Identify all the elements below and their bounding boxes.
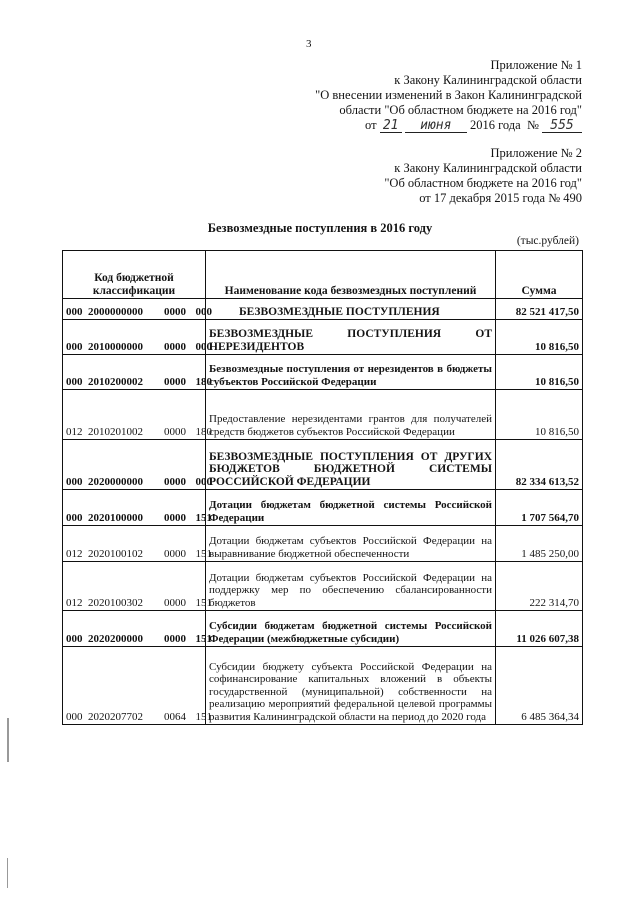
code-part-c3: 0000 <box>164 475 186 488</box>
row-code-cell <box>63 562 212 611</box>
row-code-cell <box>63 320 212 355</box>
code-part-c2: 2010201002 <box>88 425 143 438</box>
header-name: Наименование кода безвозмездных поступлений <box>206 251 496 299</box>
annex-2-line4: от 17 декабря 2015 года № 490 <box>419 191 582 205</box>
row-sum-cell: 1 707 564,70 <box>496 490 583 526</box>
row-code-cell <box>63 611 212 647</box>
row-sum-cell: 1 485 250,00 <box>496 526 583 562</box>
table-row <box>63 562 583 611</box>
row-code-cell <box>63 440 212 490</box>
code-part-c3: 0000 <box>164 305 186 318</box>
code-part-c1: 000 <box>66 305 83 318</box>
budget-table <box>62 250 583 725</box>
code-part-c3: 0000 <box>164 375 186 388</box>
code-part-c4: 000 <box>195 305 212 318</box>
annex-1-date-line <box>315 118 582 133</box>
table-row <box>63 355 583 390</box>
code-part-c3: 0000 <box>164 340 186 353</box>
row-code-cell <box>63 390 212 440</box>
code-part-c4: 151 <box>195 596 212 609</box>
annex-1-day: 21 <box>380 119 402 133</box>
row-sum-cell: 82 334 613,52 <box>496 440 583 490</box>
page-number: 3 <box>306 38 312 50</box>
row-sum-cell: 222 314,70 <box>496 562 583 611</box>
row-sum-cell: 82 521 417,50 <box>496 299 583 320</box>
units-label: (тыс.рублей) <box>516 235 579 247</box>
annex-2-line3: "Об областном бюджете на 2016 год" <box>384 176 582 190</box>
code-part-c2: 2020100102 <box>88 547 143 560</box>
code-part-c3: 0000 <box>164 632 186 645</box>
annex-1-line4: области "Об областном бюджете на 2016 год" <box>339 103 582 117</box>
annex-1-month: июня <box>405 119 467 133</box>
row-name-cell: Субсидии бюджетам бюджетной системы Российской Федерации (межбюджетные субсидии) <box>206 611 496 647</box>
annex-1-year: 2016 года <box>469 118 521 132</box>
row-sum-cell: 10 816,50 <box>496 390 583 440</box>
code-part-c3: 0000 <box>164 425 186 438</box>
annex-2-title: Приложение № 2 <box>490 146 582 160</box>
row-name-cell: БЕЗВОЗМЕЗДНЫЕ ПОСТУПЛЕНИЯ ОТ НЕРЕЗИДЕНТОВ <box>206 320 496 355</box>
code-part-c2: 2020100000 <box>88 511 143 524</box>
row-name-cell: БЕЗВОЗМЕЗДНЫЕ ПОСТУПЛЕНИЯ <box>206 299 496 320</box>
row-name-cell: Субсидии бюджету субъекта Российской Федерации на софинансирование капитальных вложений в объекты государственной (муниципальной) собственности на реализацию мероприятий федеральной целевой программы развития Калининградской области на период до 2020 года <box>206 647 496 725</box>
code-part-c3: 0000 <box>164 547 186 560</box>
annex-2-block <box>384 146 582 206</box>
header-code: Код бюджетной классификации <box>63 251 206 299</box>
annex-1-block <box>315 58 582 133</box>
row-sum-cell: 10 816,50 <box>496 355 583 390</box>
code-part-c3: 0064 <box>164 710 186 723</box>
row-code-cell <box>63 647 212 725</box>
row-sum-cell: 10 816,50 <box>496 320 583 355</box>
row-name-cell: БЕЗВОЗМЕЗДНЫЕ ПОСТУПЛЕНИЯ ОТ ДРУГИХ БЮДЖЕТОВ БЮДЖЕТНОЙ СИСТЕМЫ РОССИЙСКОЙ ФЕДЕРАЦИИ <box>206 440 496 490</box>
code-part-c2: 2000000000 <box>88 305 143 318</box>
table-row <box>63 440 583 490</box>
code-part-c4: 151 <box>195 710 212 723</box>
code-part-c4: 180 <box>195 375 212 388</box>
annex-1-number-prefix: № <box>526 118 539 132</box>
code-part-c1: 000 <box>66 475 83 488</box>
code-part-c4: 000 <box>195 340 212 353</box>
row-name-cell: Дотации бюджетам субъектов Российской Федерации на выравнивание бюджетной обеспеченности <box>206 526 496 562</box>
code-part-c1: 000 <box>66 511 83 524</box>
code-part-c2: 2020000000 <box>88 475 143 488</box>
row-code-cell <box>63 299 212 320</box>
row-name-cell: Дотации бюджетам субъектов Российской Федерации на поддержку мер по обеспечению сбалансированности бюджетов <box>206 562 496 611</box>
annex-1-number: 555 <box>542 119 582 133</box>
row-code-cell <box>63 490 212 526</box>
code-part-c1: 012 <box>66 425 83 438</box>
code-part-c4: 151 <box>195 632 212 645</box>
code-part-c1: 012 <box>66 596 83 609</box>
row-code-cell <box>63 355 212 390</box>
code-part-c1: 000 <box>66 375 83 388</box>
annex-1-date-prefix: от <box>365 118 377 132</box>
code-part-c2: 2020200000 <box>88 632 143 645</box>
code-part-c2: 2020207702 <box>88 710 143 723</box>
code-part-c4: 151 <box>195 547 212 560</box>
row-name-cell: Дотации бюджетам бюджетной системы Российской Федерации <box>206 490 496 526</box>
code-part-c2: 2010200002 <box>88 375 143 388</box>
code-part-c4: 151 <box>195 511 212 524</box>
code-part-c1: 012 <box>66 547 83 560</box>
annex-1-title: Приложение № 1 <box>490 58 582 72</box>
table-row <box>63 390 583 440</box>
header-sum: Сумма <box>496 251 583 299</box>
annex-2-line2: к Закону Калининградской области <box>394 161 582 175</box>
table-row <box>63 647 583 725</box>
code-part-c1: 000 <box>66 632 83 645</box>
code-part-c2: 2020100302 <box>88 596 143 609</box>
annex-1-line3: "О внесении изменений в Закон Калининградской <box>315 88 582 102</box>
scan-edge-mark <box>7 718 9 762</box>
code-part-c1: 000 <box>66 340 83 353</box>
table-row <box>63 320 583 355</box>
code-part-c4: 180 <box>195 425 212 438</box>
annex-1-line2: к Закону Калининградской области <box>394 73 582 87</box>
row-name-cell: Предоставление нерезидентами грантов для получателей средств бюджетов субъектов Российской Федерации <box>206 390 496 440</box>
row-code-cell <box>63 526 212 562</box>
budget-table-body <box>63 299 583 725</box>
code-part-c2: 2010000000 <box>88 340 143 353</box>
document-title: Безвозмездные поступления в 2016 году <box>207 221 433 235</box>
code-part-c4: 000 <box>195 475 212 488</box>
code-part-c1: 000 <box>66 710 83 723</box>
table-row <box>63 490 583 526</box>
table-row <box>63 526 583 562</box>
row-sum-cell: 11 026 607,38 <box>496 611 583 647</box>
code-part-c3: 0000 <box>164 596 186 609</box>
row-sum-cell: 6 485 364,34 <box>496 647 583 725</box>
code-part-c3: 0000 <box>164 511 186 524</box>
row-name-cell: Безвозмездные поступления от нерезидентов в бюджеты субъектов Российской Федерации <box>206 355 496 390</box>
table-row <box>63 611 583 647</box>
scan-edge-mark <box>7 858 8 888</box>
table-row <box>63 299 583 320</box>
